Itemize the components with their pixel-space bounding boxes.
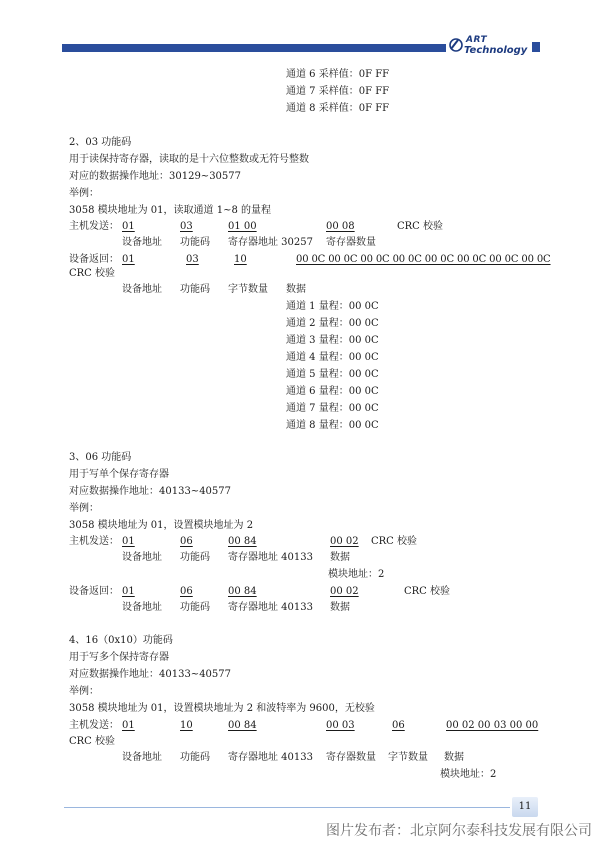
s3-module-addr: 模块地址：2 [328, 569, 385, 580]
footer-separator [64, 807, 510, 808]
s2-send-sub-cnt: 寄存器数量 [326, 237, 376, 248]
s4-send-cnt: 00 03 [326, 720, 355, 731]
sample-line-6: 通道 6 采样值：0F FF [286, 69, 390, 80]
s2-send-fn: 03 [180, 221, 193, 232]
sample-line-8: 通道 8 采样值：0F FF [286, 103, 390, 114]
section-2-desc: 用于读保持寄存器，读取的是十六位整数或无符号整数 [69, 154, 309, 165]
section-2-example: 举例： [69, 188, 99, 199]
s2-send-sub-reg: 寄存器地址 30257 [228, 237, 313, 248]
s2-ret-sub-dev: 设备地址 [122, 284, 162, 295]
section-4-title: 4、16（0x10）功能码 [69, 635, 173, 646]
s2-send-cnt: 00 08 [326, 221, 355, 232]
s2-send-label: 主机发送： [69, 221, 119, 232]
section-3-title: 3、06 功能码 [69, 452, 132, 463]
logo-text-technology: Technology [464, 45, 528, 56]
sample-line-7: 通道 7 采样值：0F FF [286, 86, 390, 97]
s3-ret-sub-dev: 设备地址 [122, 602, 162, 613]
s4-module-addr: 模块地址：2 [440, 769, 497, 780]
publisher-watermark: 图片发布者：北京阿尔泰科技发展有限公司 [326, 823, 592, 839]
section-3-case: 3058 模块地址为 01，设置模块地址为 2 [69, 520, 254, 531]
section-4-case: 3058 模块地址为 01，设置模块地址为 2 和波特率为 9600，无校验 [69, 703, 375, 714]
range-line-7: 通道 7 量程：00 0C [286, 403, 379, 414]
s2-ret-fn: 03 [186, 254, 199, 265]
s2-send-sub-fn: 功能码 [180, 237, 210, 248]
s3-send-reg: 00 84 [228, 536, 257, 547]
s4-send-dev: 01 [122, 720, 135, 731]
s2-send-dev: 01 [122, 221, 135, 232]
section-3-example: 举例： [69, 503, 99, 514]
header-bar [62, 44, 446, 52]
s3-send-fn: 06 [180, 536, 193, 547]
section-3-addr: 对应数据操作地址：40133~40577 [69, 486, 232, 497]
range-line-3: 通道 3 量程：00 0C [286, 335, 379, 346]
s3-ret-sub-reg: 寄存器地址 40133 [228, 602, 313, 613]
s4-send-sub-bytes: 字节数量 [388, 752, 428, 763]
logo-text-art: ART [466, 35, 488, 45]
s3-send-data: 00 02 [330, 536, 359, 547]
range-line-1: 通道 1 量程：00 0C [286, 301, 379, 312]
s3-send-sub-dev: 设备地址 [122, 552, 162, 563]
header-square [532, 42, 540, 52]
s4-send-fn: 10 [180, 720, 193, 731]
s3-ret-fn: 06 [180, 586, 193, 597]
s3-ret-sub-data: 数据 [330, 602, 350, 613]
s3-ret-dev: 01 [122, 586, 135, 597]
section-2-case: 3058 模块地址为 01，读取通道 1~8 的量程 [69, 205, 271, 216]
s3-ret-label: 设备返回： [69, 586, 119, 597]
section-2-addr: 对应的数据操作地址：30129~30577 [69, 171, 242, 182]
logo-swoosh-icon [448, 37, 464, 53]
s2-ret-sub-data: 数据 [286, 284, 306, 295]
s3-ret-sub-fn: 功能码 [180, 602, 210, 613]
s4-send-sub-data: 数据 [444, 752, 464, 763]
range-line-5: 通道 5 量程：00 0C [286, 369, 379, 380]
range-line-4: 通道 4 量程：00 0C [286, 352, 379, 363]
s2-ret-data: 00 0C 00 0C 00 0C 00 0C 00 0C 00 0C 00 0C 00 0C [296, 254, 551, 265]
s3-ret-crc: CRC 校验 [404, 586, 451, 597]
s3-send-dev: 01 [122, 536, 135, 547]
section-2-title: 2、03 功能码 [69, 137, 132, 148]
s2-send-crc: CRC 校验 [397, 221, 444, 232]
s4-send-sub-dev: 设备地址 [122, 752, 162, 763]
s3-send-sub-data: 数据 [330, 552, 350, 563]
s2-ret-sub-fn: 功能码 [180, 284, 210, 295]
s4-send-sub-reg: 寄存器地址 40133 [228, 752, 313, 763]
s4-send-data: 00 02 00 03 00 00 [446, 720, 539, 731]
s4-send-bytes: 06 [392, 720, 405, 731]
section-4-example: 举例： [69, 686, 99, 697]
s4-send-sub-fn: 功能码 [180, 752, 210, 763]
s3-ret-reg: 00 84 [228, 586, 257, 597]
s4-send-crc: CRC 校验 [69, 736, 116, 747]
s2-ret-label: 设备返回： [69, 254, 119, 265]
s4-send-label: 主机发送： [69, 720, 119, 731]
section-3-desc: 用于写单个保存寄存器 [69, 469, 169, 480]
range-line-6: 通道 6 量程：00 0C [286, 386, 379, 397]
s3-send-label: 主机发送： [69, 536, 119, 547]
s4-send-reg: 00 84 [228, 720, 257, 731]
s2-ret-dev: 01 [122, 254, 135, 265]
page-number: 11 [512, 797, 538, 817]
s2-send-reg: 01 00 [228, 221, 257, 232]
s4-send-sub-cnt: 寄存器数量 [326, 752, 376, 763]
art-technology-logo [448, 33, 530, 57]
s3-send-crc: CRC 校验 [371, 536, 418, 547]
s2-ret-crc: CRC 校验 [69, 268, 116, 279]
s2-send-sub-dev: 设备地址 [122, 237, 162, 248]
s2-ret-sub-bytes: 字节数量 [228, 284, 268, 295]
s2-ret-bytes: 10 [234, 254, 247, 265]
section-4-addr: 对应数据操作地址：40133~40577 [69, 669, 232, 680]
range-line-2: 通道 2 量程：00 0C [286, 318, 379, 329]
range-line-8: 通道 8 量程：00 0C [286, 420, 379, 431]
s3-send-sub-reg: 寄存器地址 40133 [228, 552, 313, 563]
section-4-desc: 用于写多个保持寄存器 [69, 652, 169, 663]
s3-send-sub-fn: 功能码 [180, 552, 210, 563]
s3-ret-data: 00 02 [330, 586, 359, 597]
